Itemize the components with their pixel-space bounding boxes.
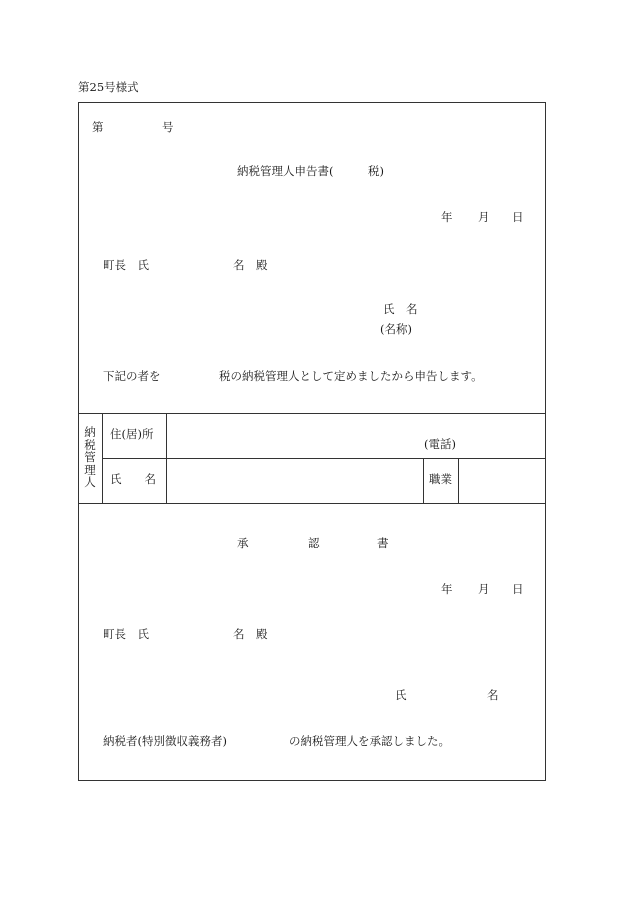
phone-label: (電話) <box>424 437 456 451</box>
table-top-border <box>79 413 545 414</box>
approval-addressee-town: 町長 氏 <box>103 627 149 641</box>
table-bottom-border <box>79 503 545 504</box>
addressee-name-dono: 名 殿 <box>233 258 268 272</box>
approval-date-day: 日 <box>512 582 524 596</box>
applicant-name-label: 氏 名 <box>383 302 418 316</box>
tax-agent-side-label: 納税管理人 <box>84 425 96 489</box>
form-number: 第25号様式 <box>78 80 139 94</box>
official-name-shi: 氏 <box>395 688 407 702</box>
address-label: 住(居)所 <box>110 427 154 441</box>
official-name-mei: 名 <box>487 688 499 702</box>
occupation-left-divider <box>423 458 424 503</box>
number-suffix: 号 <box>162 120 174 134</box>
occupation-label: 職業 <box>429 472 452 486</box>
approval-statement-lead: 納税者(特別徴収義務者) <box>103 734 227 748</box>
approval-addressee-name-dono: 名 殿 <box>233 627 268 641</box>
approval-date-month: 月 <box>478 582 490 596</box>
approval-title-char-3: 書 <box>377 536 389 550</box>
statement-body: 税の納税管理人として定めましたから申告します。 <box>219 369 483 383</box>
date-day: 日 <box>512 210 524 224</box>
applicant-corp-label: (名称) <box>380 322 412 336</box>
approval-statement-body: の納税管理人を承認しました。 <box>289 734 450 748</box>
table-middle-border <box>102 458 545 459</box>
side-column-divider <box>102 413 103 503</box>
date-month: 月 <box>478 210 490 224</box>
approval-date-year: 年 <box>441 582 453 596</box>
number-prefix: 第 <box>92 120 104 134</box>
form-box <box>78 102 546 781</box>
occupation-right-divider <box>458 458 459 503</box>
addressee-town: 町長 氏 <box>103 258 149 272</box>
tax-agent-name-label: 氏 名 <box>110 472 156 486</box>
declaration-title: 納税管理人申告書( 税) <box>237 164 384 178</box>
approval-title-char-1: 承 <box>237 536 249 550</box>
approval-title-char-2: 認 <box>308 536 320 550</box>
label-column-divider <box>166 413 167 503</box>
date-year: 年 <box>441 210 453 224</box>
statement-lead: 下記の者を <box>103 369 161 383</box>
